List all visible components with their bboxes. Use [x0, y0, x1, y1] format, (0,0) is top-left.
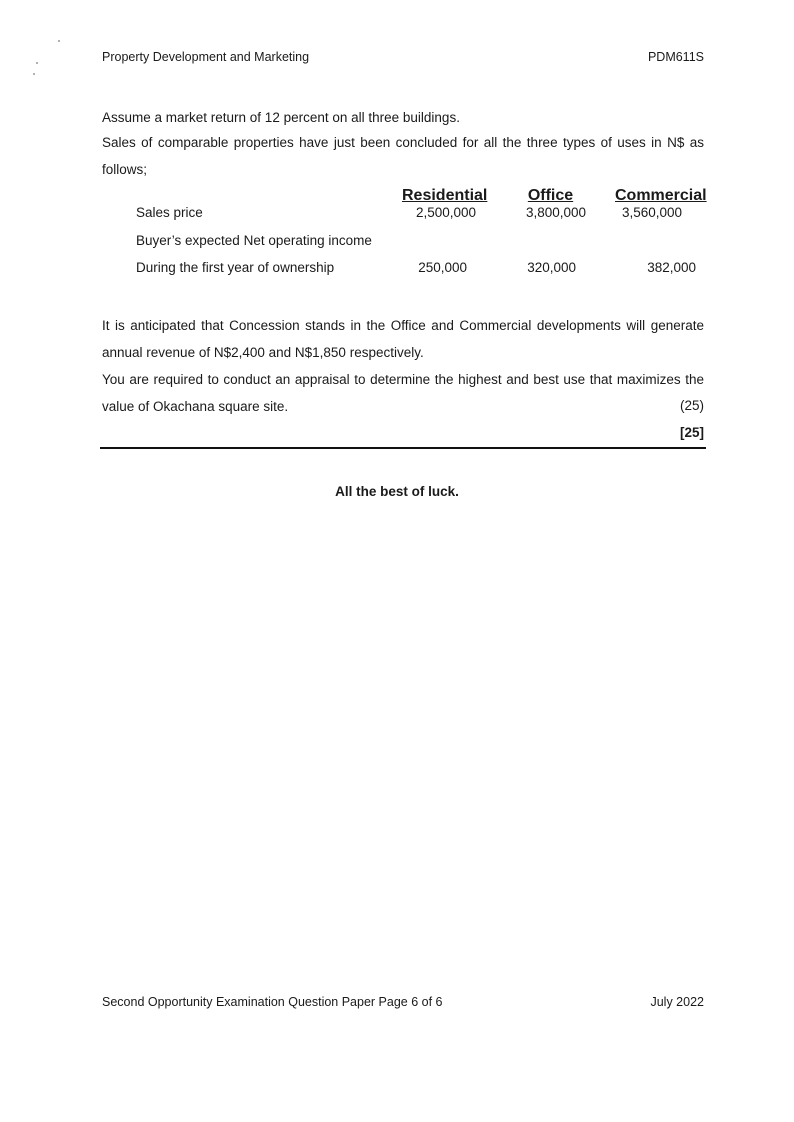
row-label: During the first year of ownership — [136, 260, 335, 275]
row-label: Sales price — [136, 205, 203, 220]
cell-residential: 2,500,000 — [415, 205, 476, 220]
footer-paper-info: Second Opportunity Examination Question Paper Page 6 of 6 — [102, 995, 443, 1009]
section-divider — [100, 447, 706, 449]
row-label: Buyer’s expected Net operating income — [136, 233, 372, 248]
question-marks: (25) — [679, 398, 704, 413]
course-code: PDM611S — [647, 50, 704, 64]
total-marks: [25] — [679, 425, 704, 440]
column-header-office: Office — [527, 187, 574, 204]
cell-commercial: 382,000 — [647, 260, 696, 275]
market-return-paragraph: Assume a market return of 12 percent on all three buildings. — [102, 110, 460, 125]
closing-message: All the best of luck. — [335, 484, 459, 499]
scan-speck — [58, 40, 60, 42]
scan-speck — [33, 73, 35, 75]
concession-paragraph: It is anticipated that Concession stands in the Office and Commercial developments will generate annual revenue of N$2,400 and N$1,850 respectively. — [102, 318, 704, 360]
comparable-sales-table — [102, 184, 707, 284]
appraisal-instruction-paragraph: You are required to conduct an appraisal to determine the highest and best use that maximizes the value of Okachana square site. — [102, 372, 704, 414]
cell-commercial: 3,560,000 — [621, 205, 682, 220]
column-header-residential: Residential — [402, 187, 488, 204]
cell-office: 320,000 — [527, 260, 576, 275]
cell-office: 3,800,000 — [525, 205, 586, 220]
cell-residential: 250,000 — [418, 260, 467, 275]
course-title: Property Development and Marketing — [102, 50, 310, 64]
column-header-commercial: Commercial — [615, 187, 707, 204]
footer-date: July 2022 — [650, 995, 704, 1009]
comparable-sales-paragraph: Sales of comparable properties have just been concluded for all the three types of uses in N$ as follows; — [102, 135, 704, 177]
scan-speck — [36, 62, 38, 64]
